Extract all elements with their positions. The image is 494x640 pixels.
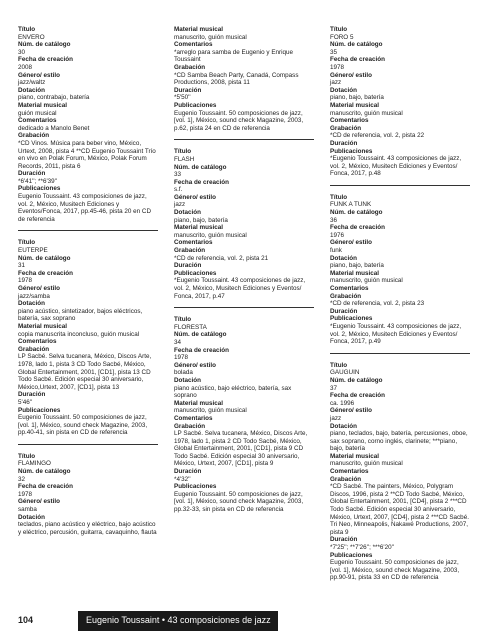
field-value: jazz <box>174 201 186 209</box>
field-label: Dotación <box>18 513 45 521</box>
field-value: jazz/samba <box>18 292 50 300</box>
field-label: Grabación <box>330 292 362 300</box>
field-label: Comentarios <box>18 117 57 125</box>
field-label: Fecha de creación <box>330 392 385 400</box>
page-number: 104 <box>18 615 34 625</box>
field-value: jazz/waltz <box>18 79 46 87</box>
field-value: 1976 <box>330 231 345 239</box>
field-label: Fecha de creación <box>174 346 229 354</box>
field-label: Grabación <box>174 247 206 255</box>
field-value: 30 <box>18 48 26 56</box>
field-value: teclados, piano acústico y eléctrico, bajo acústico y eléctrico, percusión, guitarra, cavaquinho, flauta <box>18 521 157 536</box>
field-value: manuscrito, guión musical <box>174 33 247 41</box>
field-label: Duración <box>330 307 358 315</box>
column-2 <box>174 26 314 521</box>
field-value: jazz <box>330 79 342 87</box>
book-title: Eugenio Toussaint • 43 composiciones de jazz <box>86 615 271 625</box>
field-value: FLORESTA <box>174 323 207 331</box>
field-label: Título <box>330 26 348 33</box>
field-value: piano, teclados, bajo, batería, percusiones, oboe, sax soprano, corno inglés, clarinete; ***piano, bajo, batería <box>330 430 468 453</box>
field-value: Eugenio Toussaint. 50 composiciones de jazz, [vol. 1], México, sound check Magazine, 2003, pp.40-41, sin pista en CD de referencia <box>18 414 148 437</box>
field-label: Fecha de creación <box>18 269 73 277</box>
field-label: Núm. de catálogo <box>18 468 71 476</box>
field-label: Dotación <box>18 300 45 308</box>
field-label: Núm. de catálogo <box>18 254 71 262</box>
field-value: FUNK A TUNK <box>330 201 372 209</box>
field-label: Dotación <box>174 209 201 217</box>
catalog-entry <box>18 26 158 223</box>
field-label: Núm. de catálogo <box>174 163 227 171</box>
field-value: *CD de referencia, vol. 2, pista 21 <box>174 254 269 262</box>
field-label: Género/ estilo <box>174 193 216 201</box>
field-label: Material musical <box>174 26 223 33</box>
field-label: Grabación <box>330 475 362 483</box>
catalog-entry <box>330 362 470 582</box>
field-label: Dotación <box>174 376 201 384</box>
field-label: Grabación <box>18 345 50 353</box>
field-value: *Eugenio Toussaint. 43 composiciones de jazz, vol. 2, México, Musitech Ediciones y Eventos/ Fonca, 2017, p.49 <box>330 322 462 346</box>
field-label: Duración <box>174 86 202 94</box>
field-label: Material musical <box>18 322 67 330</box>
field-value: 1978 <box>18 277 33 285</box>
field-value: 32 <box>18 475 26 483</box>
field-label: Comentarios <box>330 285 369 292</box>
field-label: Comentarios <box>330 117 369 125</box>
catalog-entry <box>330 26 470 178</box>
field-value: manuscrito, guión musical <box>174 407 247 415</box>
field-label: Comentarios <box>18 338 57 346</box>
field-label: Publicaciones <box>18 185 61 193</box>
field-value: LP Sacbé. Selva tucanera, México, Discos Arte, 1978, lado 1, pista 2 CD Todo Sacbé, México, Global Entertainment, 2001, [CD1], pista 9 CD Todo Sacbé. Edición especial 30 aniversario, México, Urtext, 2007, [CD1], pista 9 <box>174 430 308 468</box>
field-label: Género/ estilo <box>330 239 372 247</box>
page-footer <box>0 611 494 631</box>
field-value: piano, bajo, batería <box>174 216 228 224</box>
field-label: Género/ estilo <box>18 71 60 79</box>
field-label: Dotación <box>330 86 357 94</box>
field-label: Dotación <box>18 86 45 94</box>
footer-title-bar <box>78 611 278 631</box>
field-label: Comentarios <box>174 414 213 422</box>
field-label: Núm. de catálogo <box>330 41 383 49</box>
field-value: FLASH <box>174 155 195 163</box>
field-value: Eugenio Toussaint. 50 composiciones de jazz, [vol. 1], México, sound check Magazine, 2003, pp.90-91, pista 33 en CD de referencia <box>330 559 460 582</box>
field-label: Publicaciones <box>18 406 61 414</box>
field-label: Título <box>330 361 348 369</box>
field-value: *arreglo para samba de Eugenio y Enrique Toussaint <box>174 48 294 64</box>
field-label: Núm. de catálogo <box>174 331 227 339</box>
field-label: Material musical <box>330 269 379 277</box>
field-value: ca. 1996 <box>330 399 355 407</box>
entry-divider <box>174 307 314 308</box>
field-value: 1978 <box>18 490 33 498</box>
field-label: Publicaciones <box>174 483 217 491</box>
field-label: Grabación <box>174 63 206 71</box>
field-label: Duración <box>18 170 46 178</box>
field-label: Título <box>174 316 192 324</box>
field-label: Material musical <box>18 101 67 109</box>
catalog-entry <box>174 316 314 513</box>
field-value: 31 <box>18 262 26 270</box>
field-label: Publicaciones <box>330 147 373 155</box>
field-value: *CD Vinos. Música para beber vino, México, Urtext, 2008, pista 4 **CD Eugenio Toussaint Trío en vivo en Polak Forum, México, Polak Forum Records, 2011, pista 6 <box>18 139 156 170</box>
column-3 <box>330 26 470 589</box>
field-label: Publicaciones <box>330 315 373 323</box>
field-value: *CD de referencia, vol. 2, pista 23 <box>330 300 425 308</box>
field-value: funk <box>330 247 342 255</box>
field-value: Eugenio Toussaint. 43 composiciones de jazz, vol. 2, México, Musitech Ediciones y Eventos/Fonca, 2017, pp.45-46, pista 20 en CD de referencia <box>18 193 152 223</box>
field-value: 36 <box>330 216 338 224</box>
field-label: Título <box>18 239 36 247</box>
field-value: 35 <box>330 48 338 56</box>
field-label: Fecha de creación <box>18 56 73 64</box>
field-label: Grabación <box>330 124 362 132</box>
field-label: Publicaciones <box>174 101 217 109</box>
field-label: Género/ estilo <box>330 71 372 79</box>
field-label: Género/ estilo <box>330 407 372 415</box>
entry-divider <box>18 444 158 445</box>
field-value: *6'41''; **6'39'' <box>18 177 58 185</box>
field-value: 33 <box>174 171 182 179</box>
field-value: *CD Samba Beach Party, Canadá, Compass Productions, 2008, pista 11 <box>174 71 299 87</box>
field-label: Dotación <box>330 422 357 430</box>
field-label: Dotación <box>330 254 357 262</box>
field-value: *Eugenio Toussaint. 43 composiciones de jazz, vol. 2, México, Musitech Ediciones y Eventos/ Fonca, 2017, p.48 <box>330 155 462 178</box>
field-value: piano, bajo, batería <box>330 94 384 102</box>
catalog-entry <box>330 194 470 346</box>
field-value: manuscrito, guión musical <box>330 460 403 468</box>
field-value: *5'50'' <box>174 94 191 102</box>
column-1 <box>18 26 158 543</box>
field-value: 1978 <box>330 63 345 71</box>
field-label: Comentarios <box>174 41 213 49</box>
field-label: Comentarios <box>174 239 213 247</box>
field-value: 1978 <box>174 354 189 362</box>
field-value: LP Sacbé. Selva tucanera, México, Discos Arte, 1978, lado 1, pista 3 CD Todo Sacbé, México, Global Entertainment, 2001, [CD1], pista 13 CD Todo Sacbé. Edición especial 30 aniversario, México,Urtext, 2007, [CD1], pista 13 <box>18 353 152 391</box>
field-value: piano acústico, bajo eléctrico, batería, sax soprano <box>174 384 292 400</box>
field-label: Duración <box>174 262 202 270</box>
field-value: copia manuscrita inconcluso, guión musical <box>18 330 140 338</box>
field-label: Duración <box>18 391 46 399</box>
field-value: piano, bajo, batería <box>330 262 384 270</box>
field-value: 2008 <box>18 63 33 71</box>
field-value: EUTERPE <box>18 247 48 255</box>
field-value: GAUGUIN <box>330 369 360 377</box>
entry-divider <box>330 353 470 354</box>
field-label: Título <box>18 26 36 33</box>
field-label: Género/ estilo <box>174 361 216 369</box>
field-label: Duración <box>174 468 202 476</box>
field-label: Grabación <box>174 422 206 430</box>
catalog-entry <box>18 453 158 537</box>
field-label: Fecha de creación <box>18 483 73 491</box>
catalog-entry <box>174 26 314 132</box>
field-label: Publicaciones <box>174 269 217 277</box>
field-value: *Eugenio Toussaint. 43 composiciones de jazz, vol. 2, México, Musitech Ediciones y Eventos/ Fonca, 2017, p.47 <box>174 277 306 300</box>
field-value: FORO 5 <box>330 33 354 41</box>
field-value: manuscrito, guión musical <box>330 109 403 117</box>
field-value: 34 <box>174 338 182 346</box>
field-value: jazz <box>330 414 342 422</box>
field-label: Publicaciones <box>330 551 373 559</box>
field-label: Núm. de catálogo <box>18 41 71 49</box>
entry-divider <box>18 230 158 231</box>
field-label: Fecha de creación <box>330 56 385 64</box>
field-value: bolada <box>174 369 193 377</box>
field-value: manuscrito, guión musical <box>330 277 403 285</box>
field-value: 5'46'' <box>18 398 33 406</box>
field-value: piano acústico, sintetizador, bajos eléctricos, batería, sax soprano <box>18 307 143 323</box>
field-value: piano, contrabajo, batería <box>18 94 90 102</box>
field-value: Eugenio Toussaint. 50 composiciones de jazz, [vol. 1], México, sound check Magazine, 2003, p.62, pista 24 en CD de referencia <box>174 109 304 132</box>
field-value: 37 <box>330 384 338 392</box>
field-label: Núm. de catálogo <box>330 376 383 384</box>
field-value: s.f. <box>174 186 183 194</box>
field-value: Eugenio Toussaint. 50 composiciones de jazz, [vol. 1], México, sound check Magazine, 2003, pp.32-33, sin pista en CD de referencia <box>174 490 304 514</box>
field-label: Material musical <box>174 224 223 232</box>
field-label: Núm. de catálogo <box>330 209 383 217</box>
field-label: Material musical <box>330 452 379 460</box>
field-label: Título <box>18 452 36 460</box>
field-label: Duración <box>330 139 358 147</box>
field-value: dedicado a Manolo Benet <box>18 124 90 132</box>
field-label: Material musical <box>174 399 223 407</box>
field-value: *CD de referencia, vol. 2, pista 22 <box>330 132 425 140</box>
field-value: FLAMINGO <box>18 460 51 468</box>
field-label: Género/ estilo <box>18 498 60 506</box>
catalog-entry <box>18 239 158 436</box>
field-value: *CD Sacbé. The painters, México, Polygram Discos, 1996, pista 2 **CD Todo Sacbé, México, Global Entertainment, 2001, [CD4], pista 2 ***CD Todo Sacbé. Edición especial 30 aniversario, México, Urtext, 2007, [CD4], pista 2 ***CD Sacbé. Tri Neo, Minneapolis, Nakawé Productions, 2007, pista 9 <box>330 483 469 536</box>
field-label: Título <box>174 148 192 156</box>
entry-divider <box>174 139 314 140</box>
field-label: Fecha de creación <box>174 178 229 186</box>
field-label: Título <box>330 193 348 201</box>
field-value: samba <box>18 506 37 514</box>
field-value: *7'25''; **7'26''; ***6'20'' <box>330 544 395 551</box>
field-label: Comentarios <box>330 468 369 476</box>
field-label: Fecha de creación <box>330 224 385 232</box>
field-label: Material musical <box>330 101 379 109</box>
entry-divider <box>330 185 470 186</box>
field-value: guión musical <box>18 109 57 117</box>
catalog-entry <box>174 148 314 300</box>
field-value: *4'32'' <box>174 475 191 483</box>
field-label: Duración <box>330 536 358 544</box>
field-label: Género/ estilo <box>18 285 60 292</box>
field-label: Grabación <box>18 132 50 140</box>
field-value: ENVERO <box>18 33 45 41</box>
field-value: manuscrito, guión musical <box>174 231 247 239</box>
